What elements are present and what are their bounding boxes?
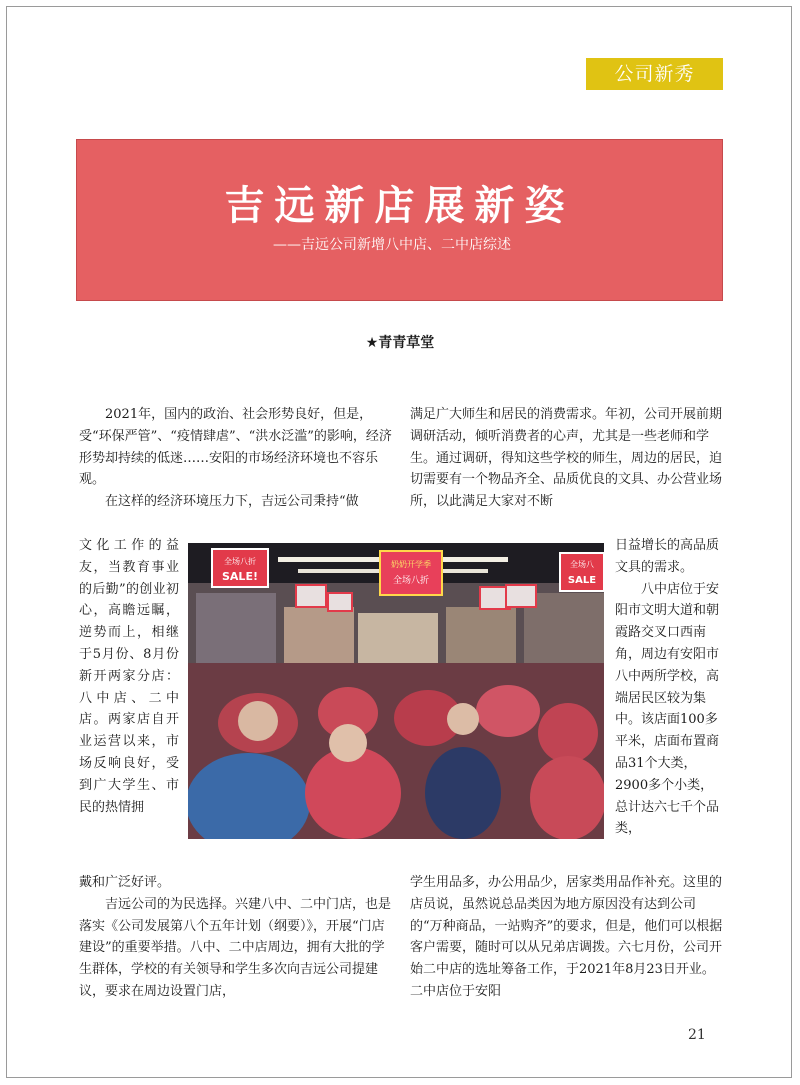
sign-text: SALE xyxy=(567,575,597,586)
paragraph: 吉远公司的为民选择。兴建八中、二中门店，也是落实《公司发展第八个五年计划（纲要）》，开展“门店建设”的重要举措。八中、二中店周边，拥有大批的学生群体，学校的有关领导和学生多次向吉远公司提建议，要求在周边设置门店， xyxy=(79,896,392,999)
paragraph: 戴和广泛好评。 xyxy=(79,875,171,890)
sign-text: 奶奶开学季 xyxy=(391,560,431,569)
right-column-bottom xyxy=(410,872,724,1003)
sale-sign-center xyxy=(380,551,442,595)
author-byline: ★青青草堂 xyxy=(365,335,435,351)
paragraph: 日益增长的高品质文具的需求。 xyxy=(615,538,720,575)
page-number: 21 xyxy=(688,1027,706,1043)
sign-text: 全场八折 xyxy=(392,576,430,586)
sale-sign-right xyxy=(560,553,604,591)
store-photo xyxy=(188,543,604,839)
right-column-top xyxy=(410,404,724,513)
sign-text: 全场八折 xyxy=(224,557,256,566)
article-subtitle: ——吉远公司新增八中店、二中店综述 xyxy=(273,237,511,253)
section-tag: 公司新秀 xyxy=(586,58,723,90)
left-column-wrap xyxy=(79,535,179,818)
sign-text: 全场八 xyxy=(570,560,594,569)
paragraph: 2021年，国内的政治、社会形势良好，但是，受“环保严管”、“疫情肆虐”、“洪水泛滥”的影响，经济形势却持续的低迷……安阳的市场经济环境也不容乐观。 xyxy=(79,407,392,488)
paragraph: 满足广大师生和居民的消费需求。年初，公司开展前期调研活动，倾听消费者的心声，尤其是一些老师和学生。通过调研，得知这些学校的师生，周边的居民，迫切需要有一个物品齐全、品质优良的文具、办公营业场所，以此满足大家对不断 xyxy=(410,407,723,510)
sign-text: SALE! xyxy=(222,570,258,583)
paragraph: 文化工作的益友，当教育事业的后勤”的创业初心，高瞻远瞩，逆势而上，相继于5月份、8月份新开两家分店：八中店、二中店。两家店自开业运营以来，市场反响良好，受到广大学生、市民的热情拥 xyxy=(79,538,179,815)
sale-sign-left xyxy=(212,549,268,587)
article-title: 吉远新店展新姿 xyxy=(224,182,575,229)
left-column-top xyxy=(79,404,393,513)
left-column-bottom xyxy=(79,872,393,1003)
title-banner xyxy=(76,139,723,301)
paragraph: 在这样的经济环境压力下，吉远公司秉持“做 xyxy=(105,494,359,510)
paragraph: 学生用品多，办公用品少，居家类用品作补充。这里的店员说，虽然说总品类因为地方原因没有达到公司的“万种商品，一站购齐”的要求，但是，他们可以根据客户需要，随时可以从兄弟店调拨。六七月份，公司开始二中店的选址筹备工作，于2021年8月23日开业。二中店位于安阳 xyxy=(410,875,723,999)
right-column-wrap xyxy=(615,535,724,840)
paragraph: 八中店位于安阳市文明大道和朝霞路交叉口西南角，周边有安阳市八中两所学校，高端居民区较为集中。该店面100多平米，店面布置商品31个大类，2900多个小类，总计达六七千个品类， xyxy=(615,581,720,837)
